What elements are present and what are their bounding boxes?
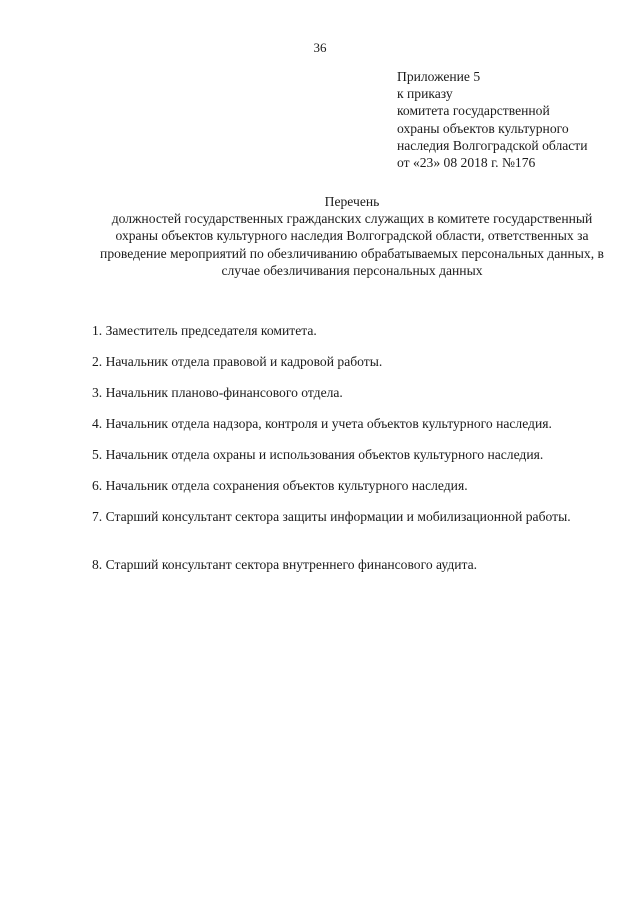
document-title: Перечень <box>324 194 380 209</box>
list-item: 1. Заместитель председателя комитета. <box>92 323 317 338</box>
list-item: 7. Старший консультант сектора защиты информации и мобилизационной работы. <box>92 509 571 524</box>
appendix-line: к приказу <box>397 86 453 102</box>
list-item: 4. Начальник отдела надзора, контроля и учета объектов культурного наследия. <box>92 416 552 431</box>
document-subtitle: должностей государственных гражданских служащих в комитете государственный охраны объектов культурного наследия Волгоградской области, ответственных за проведение мероприятий по обезличиванию обрабатываемых персональных данных, в случае обезличивания персональных данных <box>100 211 604 278</box>
list-item: 2. Начальник отдела правовой и кадровой работы. <box>92 354 383 369</box>
list-item: 3. Начальник планово-финансового отдела. <box>92 385 343 400</box>
list-item: 8. Старший консультант сектора внутреннего финансового аудита. <box>92 557 478 572</box>
list-item: 6. Начальник отдела сохранения объектов культурного наследия. <box>92 478 468 493</box>
document-heading <box>92 193 612 279</box>
positions-list <box>92 322 612 587</box>
appendix-block <box>397 68 627 171</box>
page-number: 36 <box>313 40 327 55</box>
appendix-line: охраны объектов культурного <box>397 120 569 136</box>
appendix-line: комитета государственной <box>397 103 550 119</box>
appendix-line: наследия Волгоградской области <box>397 137 588 153</box>
list-item: 5. Начальник отдела охраны и использования объектов культурного наследия. <box>92 447 544 462</box>
appendix-line: от «23» 08 2018 г. №176 <box>397 155 536 171</box>
appendix-line: Приложение 5 <box>397 69 481 84</box>
